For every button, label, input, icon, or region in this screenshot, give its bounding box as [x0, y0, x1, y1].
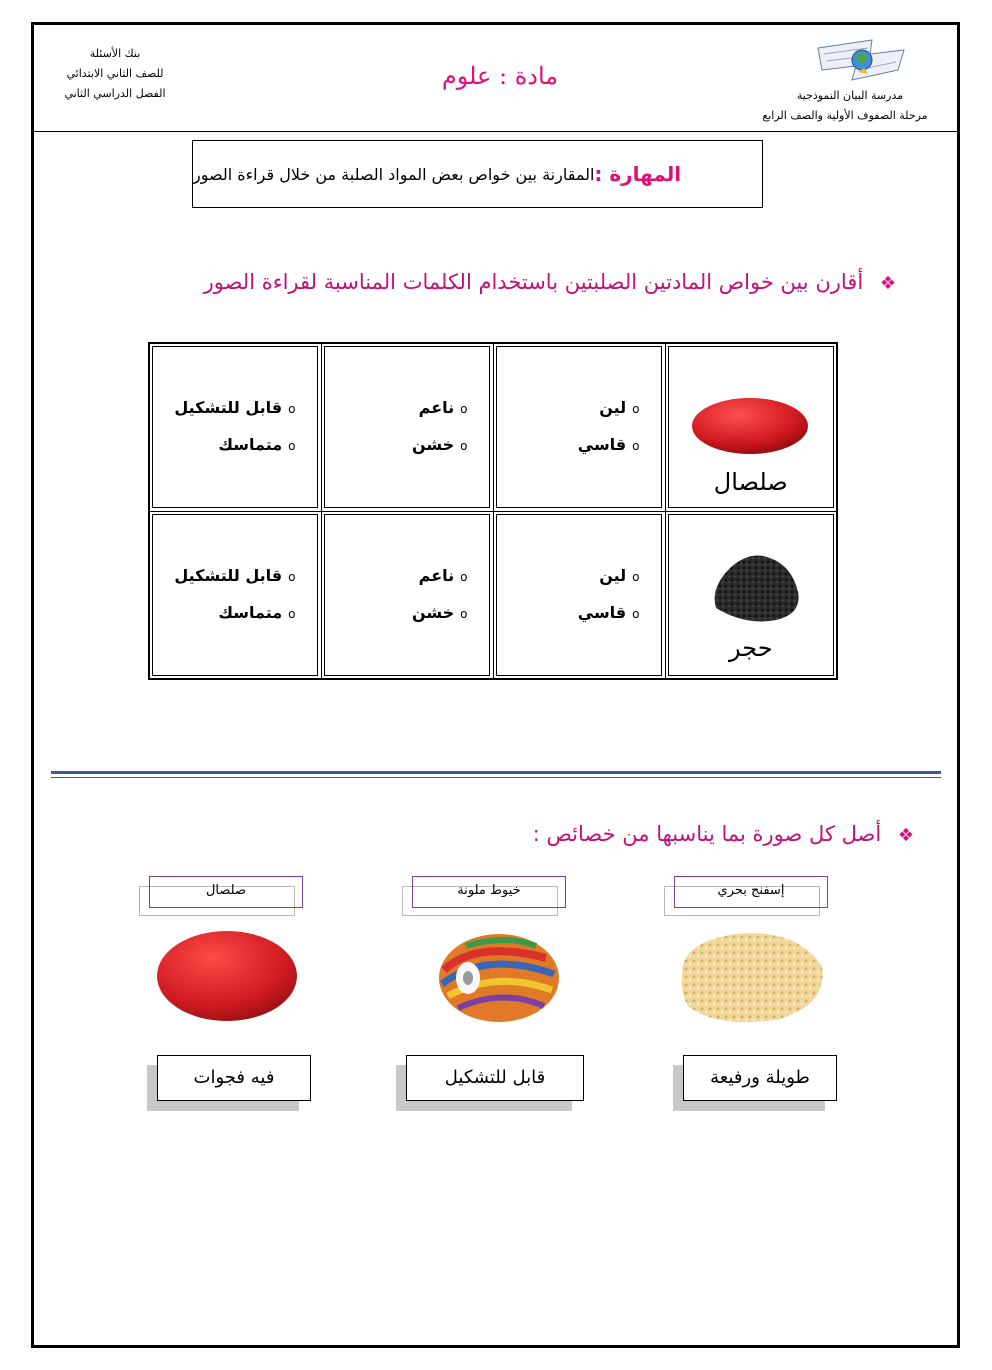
school-stage: مرحلة الصفوف الأولية والصف الرابع — [762, 109, 928, 122]
radio-circle-icon: o — [288, 439, 296, 454]
sponge-image[interactable] — [676, 926, 828, 1028]
image-label-yarn — [412, 876, 582, 916]
image-label-sponge — [674, 876, 844, 916]
radio-circle-icon: o — [460, 606, 468, 621]
option-cohesive[interactable]: oمتماسك — [218, 602, 296, 622]
image-label-clay — [149, 876, 319, 916]
table-row — [149, 511, 837, 679]
grade-line: للصف الثاني الابتدائي — [66, 67, 164, 80]
property-box-moldable[interactable] — [406, 1055, 596, 1113]
label-text: إسفنج بحري — [674, 876, 828, 908]
clay-image[interactable] — [154, 928, 300, 1024]
radio-circle-icon: o — [288, 402, 296, 417]
question-2 — [533, 822, 914, 846]
skill-box — [192, 140, 763, 208]
label-text: صلصال — [149, 876, 303, 908]
radio-circle-icon: o — [632, 439, 640, 454]
school-logo — [812, 34, 910, 86]
options-cell — [321, 511, 493, 679]
property-text: فيه فجوات — [157, 1055, 311, 1101]
option-smooth[interactable]: oناعم — [418, 398, 468, 418]
question-2-text: أصل كل صورة بما يناسبها من خصائص : — [532, 822, 882, 846]
radio-circle-icon: o — [632, 569, 640, 584]
clay-image — [690, 390, 810, 460]
option-soft[interactable]: oلين — [599, 398, 640, 418]
label-text: خيوط ملونة — [412, 876, 566, 908]
option-hard[interactable]: oقاسي — [577, 602, 640, 622]
material-name: صلصال — [713, 468, 788, 496]
radio-circle-icon: o — [632, 606, 640, 621]
subject-title: مادة : علوم — [441, 62, 559, 90]
options-cell — [149, 343, 321, 511]
page-border — [31, 22, 960, 1348]
semester-line: الفصل الدراسي الثاني — [64, 87, 166, 100]
option-rough[interactable]: oخشن — [411, 602, 468, 622]
radio-circle-icon: o — [460, 439, 468, 454]
section-divider-thin — [51, 777, 941, 778]
diamond-bullet-icon: ❖ — [879, 273, 896, 294]
stone-image — [706, 548, 806, 628]
options-cell — [493, 343, 665, 511]
header-divider — [34, 131, 957, 132]
skill-text: المقارنة بين خواص بعض المواد الصلبة من خلال قراءة الصور — [193, 164, 595, 184]
question-bank-line: بنك الأسئلة — [89, 47, 141, 60]
material-name: حجر — [728, 633, 773, 662]
option-smooth[interactable]: oناعم — [418, 565, 468, 585]
question-1-text: أقارن بين خواص المادتين الصلبتين باستخدام الكلمات المناسبة لقراءة الصور — [203, 270, 864, 294]
property-text: طويلة ورفيعة — [683, 1055, 837, 1101]
material-cell — [665, 343, 837, 511]
property-box-holes[interactable] — [157, 1055, 322, 1113]
options-cell — [321, 343, 493, 511]
option-hard[interactable]: oقاسي — [577, 435, 640, 455]
yarn-image[interactable] — [436, 930, 562, 1026]
options-cell — [493, 511, 665, 679]
options-cell — [149, 511, 321, 679]
radio-circle-icon: o — [288, 569, 296, 584]
property-text: قابل للتشكيل — [406, 1055, 584, 1101]
radio-circle-icon: o — [632, 402, 640, 417]
radio-circle-icon: o — [288, 606, 296, 621]
radio-circle-icon: o — [460, 569, 468, 584]
option-rough[interactable]: oخشن — [411, 435, 468, 455]
option-moldable[interactable]: oقابل للتشكيل — [174, 398, 296, 418]
property-box-long-thin[interactable] — [683, 1055, 848, 1113]
radio-circle-icon: o — [460, 402, 468, 417]
table-row — [149, 343, 837, 511]
diamond-bullet-icon: ❖ — [897, 825, 914, 846]
section-divider — [51, 771, 941, 774]
material-cell — [665, 511, 837, 679]
skill-label: المهارة : — [594, 162, 682, 186]
option-soft[interactable]: oلين — [599, 565, 640, 585]
option-cohesive[interactable]: oمتماسك — [218, 435, 296, 455]
comparison-table — [148, 342, 838, 680]
question-1 — [204, 270, 896, 294]
school-name: مدرسة البيان النموذجية — [796, 89, 904, 102]
option-moldable[interactable]: oقابل للتشكيل — [174, 565, 296, 585]
